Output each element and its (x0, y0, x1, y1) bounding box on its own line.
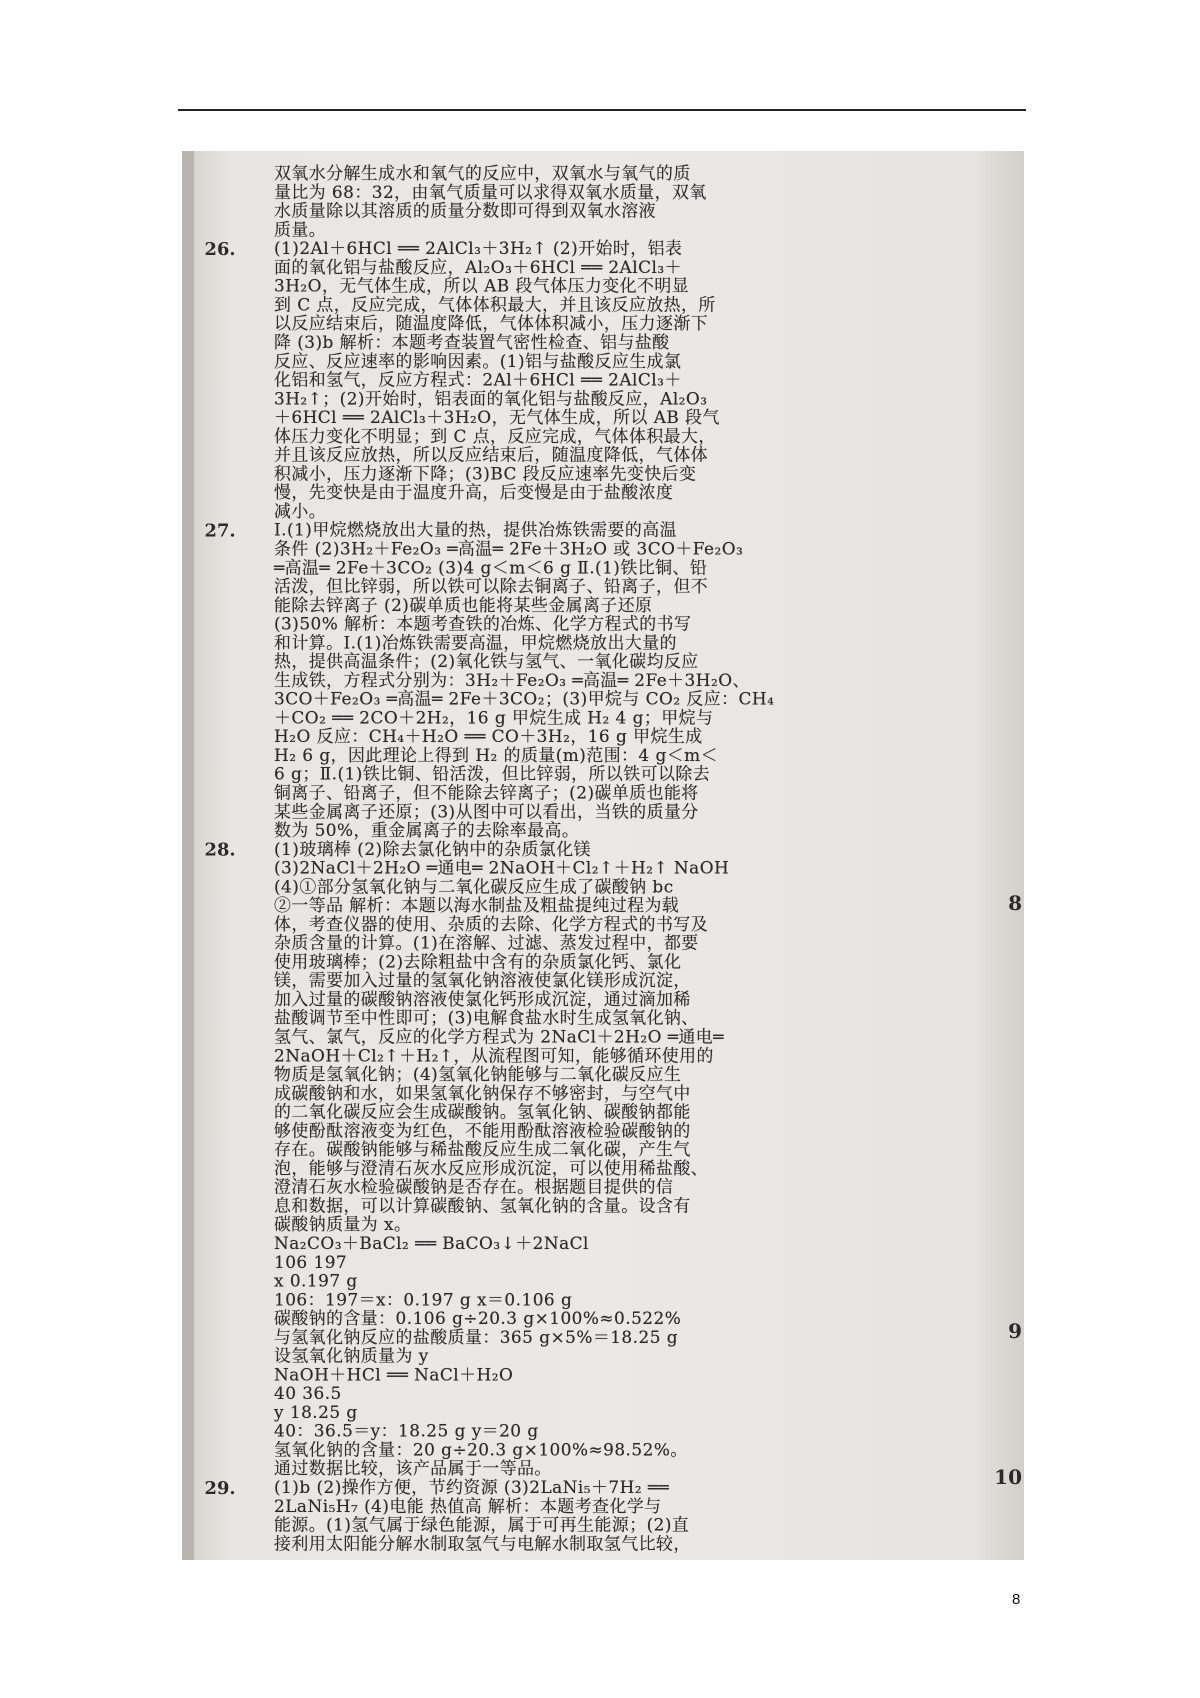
text-line: 通过数据比较，该产品属于一等品。 (274, 1459, 552, 1479)
text-line: 加入过量的碳酸钠溶液使氯化钙形成沉淀，通过滴加稀 (274, 989, 691, 1010)
text-line: 碳酸钠的含量：0.106 g÷20.3 g×100%≈0.522% (274, 1309, 682, 1329)
text-line: 息和数据，可以计算碳酸钠、氢氧化钠的含量。设含有 (274, 1196, 691, 1217)
book-spine-shadow (182, 151, 194, 1560)
text-line: Na₂CO₃＋BaCl₂ ══ BaCO₃↓＋2NaCl (274, 1233, 589, 1254)
text-line: (3)50% 解析：本题考查铁的冶炼、化学方程式的书写 (274, 614, 692, 635)
text-line: 反应、反应速率的影响因素。(1)铝与盐酸反应生成氯 (274, 351, 682, 372)
question-number: 29. (204, 1477, 236, 1499)
text-line: 并且该反应放热，所以反应结束后，随温度降低，气体体 (274, 445, 709, 466)
text-line: 减小。 (274, 501, 327, 522)
text-line: 氢氧化钠的含量：20 g÷20.3 g×100%≈98.52%。 (274, 1440, 688, 1461)
text-line: 活泼，但比锌弱，所以铁可以除去铜离子、铅离子，但不 (274, 577, 709, 597)
text-line: 能源。(1)氢气属于绿色能源，属于可再生能源；(2)直 (274, 1515, 690, 1536)
text-line: 3H₂↑；(2)开始时，铝表面的氧化铝与盐酸反应，Al₂O₃ (274, 389, 708, 410)
text-line: 设氢氧化钠质量为 y (274, 1346, 429, 1367)
scanned-photo (182, 151, 1024, 1560)
text-line: 成碳酸钠和水，如果氢氧化钠保存不够密封，与空气中 (274, 1083, 691, 1104)
text-line: 体，考查仪器的使用、杂质的去除、化学方程式的书写及 (274, 914, 709, 935)
text-line: 与氢氧化钠反应的盐酸质量：365 g×5%＝18.25 g (274, 1327, 679, 1348)
edge-mark: 9 (1008, 1319, 1022, 1343)
text-line: 双氧水分解生成水和氧气的反应中，双氧水与氧气的质 (274, 164, 691, 184)
text-line: Ⅰ.(1)甲烷燃烧放出大量的热，提供冶炼铁需要的高温 (274, 520, 677, 541)
text-line: 够使酚酞溶液变为红色，不能用酚酞溶液检验碳酸钠的 (274, 1121, 691, 1142)
text-line: 铜离子、铅离子，但不能除去锌离子；(2)碳单质也能将 (274, 783, 699, 804)
question-number: 28. (204, 839, 236, 861)
text-line: x 0.197 g (274, 1271, 358, 1292)
answer-text (204, 164, 931, 1554)
text-line: 泡，能够与澄清石灰水反应形成沉淀，可以使用稀盐酸、 (274, 1158, 709, 1179)
text-line: 热，提供高温条件；(2)氧化铁与氢气、一氧化碳均反应 (274, 652, 699, 672)
text-line: 降 (3)b 解析：本题考查装置气密性检查、铝与盐酸 (274, 332, 670, 353)
intro-block (274, 165, 931, 240)
text-line: 6 g；Ⅱ.(1)铁比铜、铅活泼，但比锌弱，所以铁可以除去 (274, 764, 711, 785)
text-line: 的二氧化碳反应会生成碳酸钠。氢氧化钠、碳酸钠都能 (274, 1102, 691, 1123)
text-line: 使用玻璃棒；(2)去除粗盐中含有的杂质氯化钙、氯化 (274, 952, 682, 973)
text-line: 水质量除以其溶质的质量分数即可得到双氧水溶液 (274, 201, 656, 222)
text-line: (4)①部分氢氧化钠与二氧化碳反应生成了碳酸钠 bc (274, 877, 674, 898)
header-rule (178, 109, 1026, 111)
text-line: 和计算。Ⅰ.(1)冶炼铁需要高温，甲烷燃烧放出大量的 (274, 633, 677, 654)
text-line: 面的氧化铝与盐酸反应，Al₂O₃＋6HCl ══ 2AlCl₃＋ (274, 257, 682, 278)
text-line: 杂质含量的计算。(1)在溶解、过滤、蒸发过程中，都要 (274, 933, 699, 954)
question-block (204, 839, 931, 1479)
text-line: 条件 (2)3H₂＋Fe₂O₃ ═高温═ 2Fe＋3H₂O 或 3CO＋Fe₂O₃ (274, 539, 744, 560)
text-line: H₂ 6 g，因此理论上得到 H₂ 的质量(m)范围：4 g＜m＜ (274, 745, 718, 766)
question-block (204, 520, 931, 841)
text-line: 能除去锌离子 (2)碳单质也能将某些金属离子还原 (274, 595, 653, 616)
text-line: 3CO＋Fe₂O₃ ═高温═ 2Fe＋3CO₂；(3)甲烷与 CO₂ 反应：CH₄ (274, 689, 775, 710)
questions-block (204, 239, 931, 1554)
text-line: 慢，先变快是由于温度升高，后变慢是由于盐酸浓度 (274, 483, 674, 503)
text-line: 物质是氢氧化钠；(4)氢氧化钠能够与二氧化碳反应生 (274, 1065, 682, 1085)
text-line: y 18.25 g (274, 1402, 358, 1423)
question-number: 27. (204, 520, 236, 542)
text-line: 体压力变化不明显；到 C 点，反应完成，气体体积最大， (274, 426, 716, 447)
question-block (204, 239, 931, 522)
text-line: 盐酸调节至中性即可；(3)电解食盐水时生成氢氧化钠、 (274, 1008, 699, 1029)
text-line: 以反应结束后，随温度降低，气体体积减小，压力逐渐下 (274, 314, 709, 334)
text-line: 3H₂O，无气体生成，所以 AB 段气体压力变化不明显 (274, 276, 690, 297)
question-number: 26. (204, 239, 236, 260)
text-line: (1)2Al＋6HCl ══ 2AlCl₃＋3H₂↑ (2)开始时，铝表 (274, 239, 683, 259)
edge-mark: 10 (994, 1465, 1022, 1489)
text-line: 碳酸钠质量为 x。 (274, 1215, 412, 1235)
text-line: H₂O 反应：CH₄＋H₂O ══ CO＋3H₂，16 g 甲烷生成 (274, 727, 703, 747)
edge-mark: 8 (1008, 891, 1022, 915)
text-line: ＋6HCl ══ 2AlCl₃＋3H₂O，无气体生成，所以 AB 段气 (274, 408, 720, 428)
text-line: ═高温═ 2Fe＋3CO₂ (3)4 g＜m＜6 g Ⅱ.(1)铁比铜、铅 (274, 558, 708, 578)
text-line: 化铝和氢气，反应方程式：2Al＋6HCl ══ 2AlCl₃＋ (274, 370, 682, 391)
text-line: 某些金属离子还原；(3)从图中可以看出，当铁的质量分 (274, 802, 699, 822)
text-line: 数为 50%，重金属离子的去除率最高。 (274, 821, 580, 841)
text-line: 积减小，压力逐渐下降；(3)BC 段反应速率先变快后变 (274, 464, 697, 485)
text-line: 到 C 点，反应完成，气体体积最大，并且该反应放热，所 (274, 295, 716, 316)
text-line: ②一等品 解析：本题以海水制盐及粗盐提纯过程为载 (274, 896, 680, 916)
text-line: (1)玻璃棒 (2)除去氯化钠中的杂质氯化镁 (274, 839, 591, 860)
right-edge-marks (994, 151, 1024, 1560)
text-line: 氢气、氯气，反应的化学方程式为 2NaCl＋2H₂O ═通电═ (274, 1027, 724, 1048)
text-line: 镁，需要加入过量的氢氧化钠溶液使氯化镁形成沉淀， (274, 971, 691, 991)
text-line: 澄清石灰水检验碳酸钠是否存在。根据题目提供的信 (274, 1177, 674, 1198)
text-line: 40：36.5＝y：18.25 g y＝20 g (274, 1421, 539, 1442)
text-line: NaOH＋HCl ══ NaCl＋H₂O (274, 1365, 514, 1386)
text-line: 40 36.5 (274, 1384, 342, 1404)
text-line: 106 197 (274, 1252, 348, 1273)
text-line: 2LaNi₅H₇ (4)电能 热值高 解析：本题考查化学与 (274, 1496, 662, 1517)
text-line: ＋CO₂ ══ 2CO＋2H₂，16 g 甲烷生成 H₂ 4 g；甲烷与 (274, 708, 714, 729)
text-line: 2NaOH＋Cl₂↑＋H₂↑，从流程图可知，能够循环使用的 (274, 1046, 714, 1066)
text-line: 存在。碳酸钠能够与稀盐酸反应生成二氧化碳，产生气 (274, 1140, 691, 1160)
text-line: 量比为 68：32，由氧气质量可以求得双氧水质量，双氧 (274, 182, 707, 203)
text-line: 生成铁，方程式分别为：3H₂＋Fe₂O₃ ═高温═ 2Fe＋3H₂O、 (274, 670, 750, 691)
text-line: (3)2NaCl＋2H₂O ═通电═ 2NaOH＋Cl₂↑＋H₂↑ NaOH (274, 858, 730, 879)
text-line: (1)b (2)操作方便，节约资源 (3)2LaNi₅＋7H₂ ══ (274, 1477, 670, 1498)
text-line: 接利用太阳能分解水制取氢气与电解水制取氢气比较， (274, 1534, 691, 1554)
page-number: 8 (1012, 1591, 1021, 1608)
text-line: 质量。 (274, 220, 327, 241)
text-line: 106：197＝x：0.197 g x＝0.106 g (274, 1290, 573, 1310)
question-block (204, 1477, 931, 1554)
